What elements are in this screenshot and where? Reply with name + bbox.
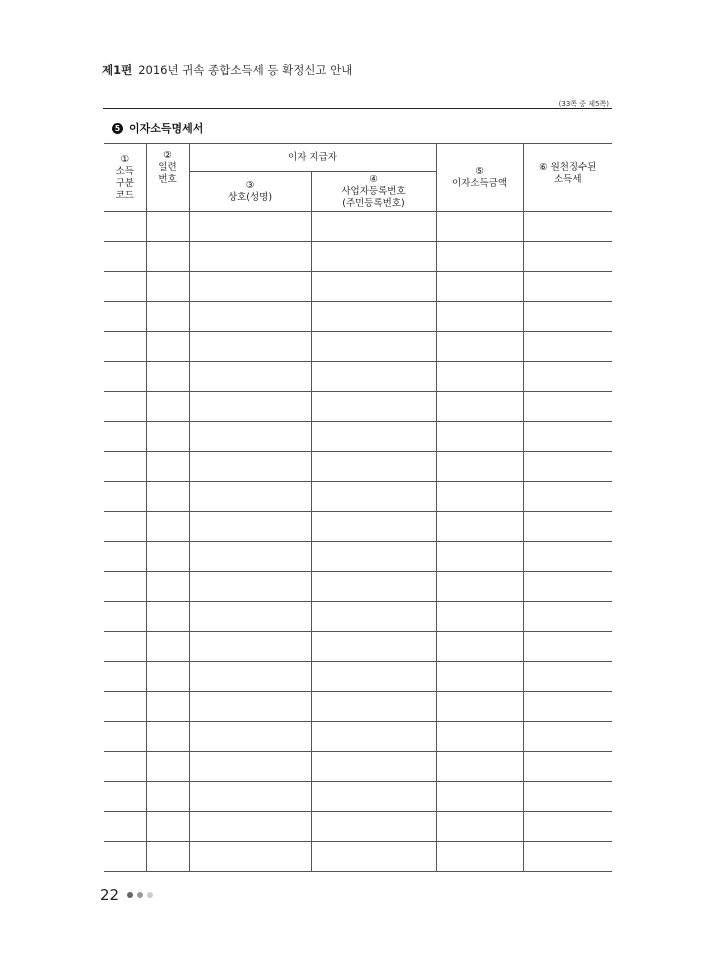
table-cell: [104, 512, 146, 542]
table-cell: [523, 752, 612, 782]
table-cell: [311, 272, 436, 302]
table-cell: [104, 542, 146, 572]
header-income-code: [104, 144, 146, 212]
table-cell: [523, 392, 612, 422]
table-cell: [146, 212, 189, 242]
table-cell: [436, 722, 523, 752]
table-cell: [146, 632, 189, 662]
table-cell: [311, 452, 436, 482]
table-cell: [523, 332, 612, 362]
table-cell: [189, 602, 311, 632]
table-cell: [523, 632, 612, 662]
footer-dot-icon: [127, 892, 133, 898]
col1-label-line3: 코드: [115, 189, 134, 201]
table-cell: [146, 392, 189, 422]
table-cell: [523, 272, 612, 302]
table-cell: [104, 362, 146, 392]
table-cell: [146, 272, 189, 302]
table-cell: [311, 392, 436, 422]
table-row: [104, 362, 612, 392]
table-cell: [189, 212, 311, 242]
table-cell: [146, 242, 189, 272]
table-cell: [436, 752, 523, 782]
header-interest-payer: 이자 지급자: [189, 144, 436, 172]
table-row: [104, 782, 612, 812]
table-cell: [523, 812, 612, 842]
table-cell: [311, 512, 436, 542]
table-cell: [436, 632, 523, 662]
table-cell: [146, 362, 189, 392]
table-cell: [189, 572, 311, 602]
table-cell: [436, 602, 523, 632]
table-cell: [523, 692, 612, 722]
table-cell: [436, 482, 523, 512]
table-cell: [104, 422, 146, 452]
table-cell: [189, 362, 311, 392]
table-cell: [436, 812, 523, 842]
table-cell: [523, 782, 612, 812]
table-cell: [523, 452, 612, 482]
table-cell: [311, 482, 436, 512]
page-count-note: (33쪽 중 제5쪽): [558, 100, 609, 108]
table-cell: [104, 662, 146, 692]
col6-label-line1: ⑥ 원천징수된: [539, 162, 597, 173]
table-cell: [311, 212, 436, 242]
table-row: [104, 632, 612, 662]
table-cell: [189, 512, 311, 542]
table-cell: [104, 692, 146, 722]
table-cell: [311, 422, 436, 452]
table-cell: [146, 512, 189, 542]
table-cell: [104, 212, 146, 242]
table-cell: [189, 722, 311, 752]
table-cell: [189, 662, 311, 692]
table-cell: [523, 362, 612, 392]
table-cell: [523, 422, 612, 452]
table-cell: [104, 332, 146, 362]
table-cell: [436, 422, 523, 452]
table-cell: [436, 692, 523, 722]
table-cell: [523, 242, 612, 272]
table-row: [104, 602, 612, 632]
interest-income-table: [104, 143, 612, 872]
col5-number: ⑤: [475, 165, 484, 177]
table-cell: [189, 242, 311, 272]
table-cell: [523, 212, 612, 242]
table-cell: [146, 302, 189, 332]
table-cell: [436, 512, 523, 542]
table-row: [104, 542, 612, 572]
table-cell: [436, 782, 523, 812]
table-cell: [189, 422, 311, 452]
table-cell: [311, 362, 436, 392]
table-cell: [189, 812, 311, 842]
table-cell: [146, 332, 189, 362]
footer-dot-icon: [137, 892, 143, 898]
table-row: [104, 752, 612, 782]
table-cell: [104, 392, 146, 422]
table-cell: [189, 542, 311, 572]
top-rule: [103, 108, 612, 109]
table-cell: [311, 842, 436, 872]
table-cell: [189, 752, 311, 782]
table-row: [104, 302, 612, 332]
table-cell: [146, 542, 189, 572]
table-cell: [146, 722, 189, 752]
header-interest-income-amount: [436, 144, 523, 212]
table-cell: [436, 212, 523, 242]
table-cell: [523, 482, 612, 512]
table-cell: [189, 452, 311, 482]
table-cell: [311, 632, 436, 662]
table-row: [104, 482, 612, 512]
table-cell: [523, 842, 612, 872]
table-cell: [311, 782, 436, 812]
col2-label-line1: 일련: [158, 162, 177, 173]
col5-label: 이자소득금액: [451, 177, 508, 189]
table-cell: [104, 242, 146, 272]
header-serial-number: [146, 144, 189, 212]
table-cell: [104, 752, 146, 782]
table-cell: [146, 782, 189, 812]
header-part-label: 제1편: [102, 63, 133, 77]
col3-number: ③: [245, 179, 255, 191]
table-row: [104, 392, 612, 422]
header-withheld-tax: [523, 144, 612, 212]
table-cell: [436, 572, 523, 602]
table-cell: [311, 242, 436, 272]
table-row: [104, 692, 612, 722]
table-cell: [146, 842, 189, 872]
table-row: [104, 212, 612, 242]
table-cell: [104, 842, 146, 872]
table-cell: [311, 692, 436, 722]
table-cell: [523, 662, 612, 692]
col1-number: ①: [120, 153, 130, 165]
col4-label-line1: 사업자등록번호: [341, 185, 406, 197]
table-cell: [311, 602, 436, 632]
footer-dots: [127, 892, 157, 898]
header-business-name: [189, 172, 311, 212]
table-cell: [189, 392, 311, 422]
section-title-text: 이자소득명세서: [129, 122, 204, 135]
table-cell: [104, 602, 146, 632]
header-title: 2016년 귀속 종합소득세 등 확정신고 안내: [138, 63, 353, 77]
table-cell: [436, 452, 523, 482]
table-cell: [523, 572, 612, 602]
table-cell: [146, 572, 189, 602]
table-cell: [436, 242, 523, 272]
table-cell: [189, 782, 311, 812]
table-cell: [146, 482, 189, 512]
table-cell: [436, 542, 523, 572]
table-cell: [311, 332, 436, 362]
table-row: [104, 662, 612, 692]
table-cell: [189, 302, 311, 332]
table-cell: [189, 482, 311, 512]
header-registration-number: [311, 172, 436, 212]
table-cell: [189, 632, 311, 662]
table-cell: [436, 272, 523, 302]
table-cell: [436, 332, 523, 362]
table-cell: [104, 722, 146, 752]
table-cell: [189, 842, 311, 872]
table-cell: [311, 722, 436, 752]
table-row: [104, 332, 612, 362]
col2-label-line2: 번호: [158, 174, 177, 185]
table-cell: [104, 452, 146, 482]
table-cell: [146, 692, 189, 722]
table-row: [104, 722, 612, 752]
table-cell: [146, 752, 189, 782]
table-row: [104, 452, 612, 482]
table-cell: [523, 602, 612, 632]
table-cell: [146, 452, 189, 482]
col4-label-line2: (주민등록번호): [342, 197, 405, 209]
col2-number: ②: [163, 150, 172, 161]
table-cell: [523, 722, 612, 752]
table-row: [104, 572, 612, 602]
table-row: [104, 422, 612, 452]
table-cell: [146, 422, 189, 452]
running-header: [102, 62, 352, 78]
table-cell: [146, 812, 189, 842]
table-cell: [189, 332, 311, 362]
table-row: [104, 842, 612, 872]
table-cell: [311, 662, 436, 692]
table-cell: [436, 842, 523, 872]
table-cell: [523, 512, 612, 542]
table-cell: [436, 392, 523, 422]
table-row: [104, 812, 612, 842]
table-cell: [146, 662, 189, 692]
table-cell: [104, 632, 146, 662]
table-cell: [311, 302, 436, 332]
col1-label-line2: 구분: [115, 177, 134, 189]
table-cell: [311, 572, 436, 602]
table-row: [104, 242, 612, 272]
table-cell: [104, 482, 146, 512]
table-row: [104, 272, 612, 302]
table-cell: [104, 272, 146, 302]
table-cell: [311, 542, 436, 572]
col6-label-line2: 소득세: [553, 174, 582, 185]
col4-number: ④: [369, 173, 378, 185]
table-cell: [436, 302, 523, 332]
table-row: [104, 512, 612, 542]
table-cell: [189, 692, 311, 722]
footer-dot-icon: [147, 892, 153, 898]
table-cell: [189, 272, 311, 302]
page-number: 22: [100, 886, 120, 904]
table-cell: [436, 662, 523, 692]
table-cell: [523, 302, 612, 332]
page-footer: [100, 886, 157, 904]
table-cell: [104, 782, 146, 812]
col1-label-line1: 소득: [115, 165, 134, 177]
table-cell: [311, 752, 436, 782]
table-cell: [436, 362, 523, 392]
table-cell: [104, 812, 146, 842]
table-cell: [523, 542, 612, 572]
section-title: [112, 120, 203, 136]
table-cell: [104, 572, 146, 602]
table-cell: [104, 302, 146, 332]
table-cell: [146, 602, 189, 632]
table-cell: [311, 812, 436, 842]
col3-label: 상호(성명): [227, 191, 273, 203]
section-number-badge: 5: [112, 123, 123, 134]
